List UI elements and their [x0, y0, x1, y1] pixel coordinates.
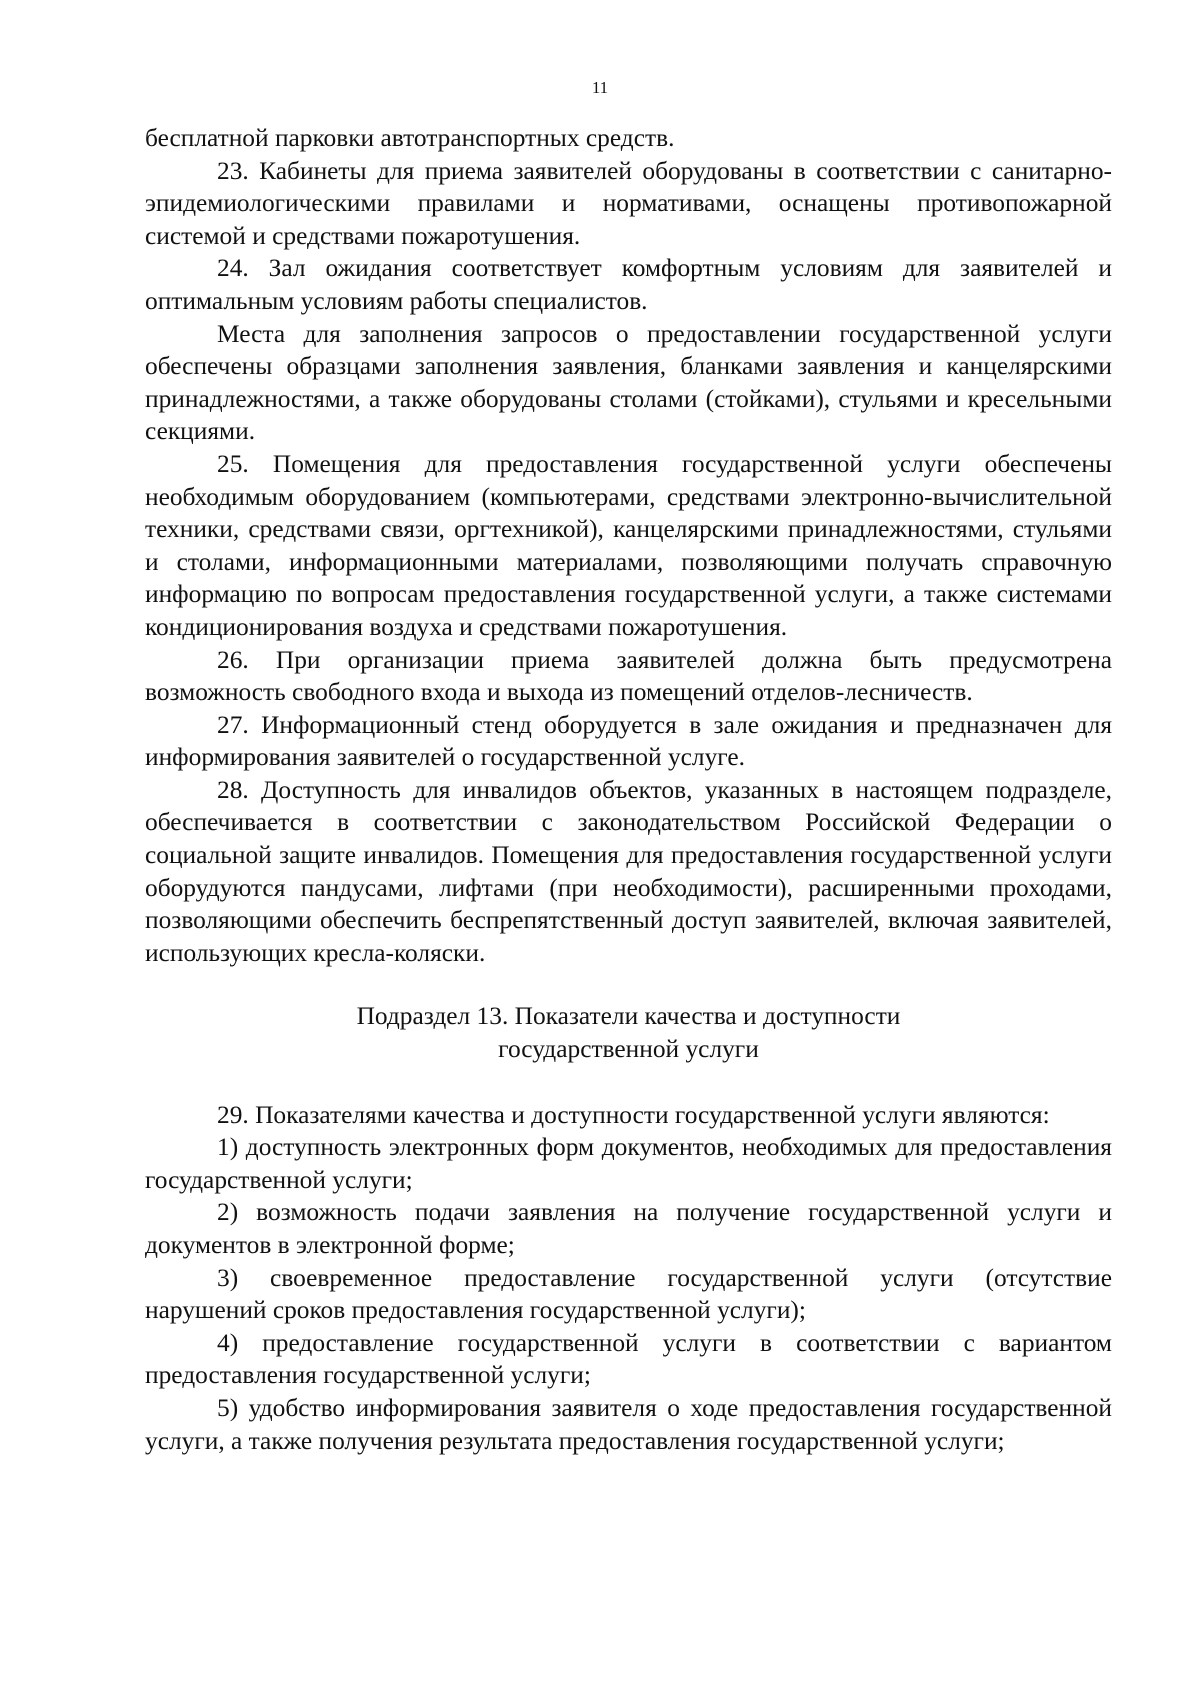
- paragraph: Места для заполнения запросов о предоставлении государственной услуги обеспечены образцами заполнения заявления, бланками заявления и канцелярскими принадлежностями, а также оборудованы столами (стойками), стульями и кресельными секциями.: [145, 319, 1112, 446]
- section-heading-line2: государственной услуги: [498, 1035, 759, 1064]
- paragraph: 1) доступность электронных форм документов, необходимых для предоставления государственной услуги;: [145, 1133, 1112, 1194]
- paragraph: 24. Зал ожидания соответствует комфортным условиям для заявителей и оптимальным условиям работы специалистов.: [145, 254, 1112, 315]
- paragraph: 29. Показателями качества и доступности государственной услуги являются:: [217, 1100, 1050, 1129]
- paragraph: 5) удобство информирования заявителя о ходе предоставления государственной услуги, а также получения результата предоставления государственной услуги;: [145, 1393, 1112, 1455]
- paragraph: 23. Кабинеты для приема заявителей оборудованы в соответствии с санитарно-эпидемиологическими правилами и нормативами, оснащены противопожарной системой и средствами пожаротушения.: [145, 156, 1112, 250]
- section-heading-line1: Подраздел 13. Показатели качества и доступности: [356, 1002, 901, 1031]
- section-heading-text: [145, 1000, 1112, 1065]
- paragraph: 4) предоставление государственной услуги в соответствии с вариантом предоставления государственной услуги;: [145, 1328, 1112, 1390]
- paragraph: 26. При организации приема заявителей должна быть предусмотрена возможность свободного входа и выхода из помещений отделов-лесничеств.: [145, 645, 1112, 707]
- paragraph: 28. Доступность для инвалидов объектов, указанных в настоящем подразделе, обеспечивается в соответствии с законодательством Российской Федерации о социальной защите инвалидов. Помещения для предоставления государственной услуги оборудуются пандусами, лифтами (при необходимости), расширенными проходами, позволяющими обеспечить беспрепятственный доступ заявителей, включая заявителей, использующих кресла-коляски.: [145, 775, 1112, 967]
- paragraphs-bottom: [145, 1099, 1112, 1458]
- section-heading: [145, 1000, 1112, 1065]
- paragraph: бесплатной парковки автотранспортных средств.: [145, 124, 675, 152]
- paragraphs-top: [145, 122, 1112, 969]
- page-number: 11: [591, 78, 609, 97]
- paragraph: 2) возможность подачи заявления на получение государственной услуги и документов в электронной форме;: [145, 1198, 1112, 1259]
- paragraph: 25. Помещения для предоставления государственной услуги обеспечены необходимым оборудованием (компьютерами, средствами электронно-вычислительной техники, средствами связи, оргтехникой), канцелярскими принадлежностями, стульями и столами, информационными материалами, позволяющими получать справочную информацию по вопросам предоставления государственной услуги, а также системами кондиционирования воздуха и средствами пожаротушения.: [145, 449, 1112, 641]
- document-body: [145, 122, 1112, 1457]
- paragraph: 3) своевременное предоставление государственной услуги (отсутствие нарушений сроков предоставления государственной услуги);: [145, 1263, 1112, 1325]
- paragraph: 27. Информационный стенд оборудуется в зале ожидания и предназначен для информирования заявителей о государственной услуге.: [145, 710, 1112, 772]
